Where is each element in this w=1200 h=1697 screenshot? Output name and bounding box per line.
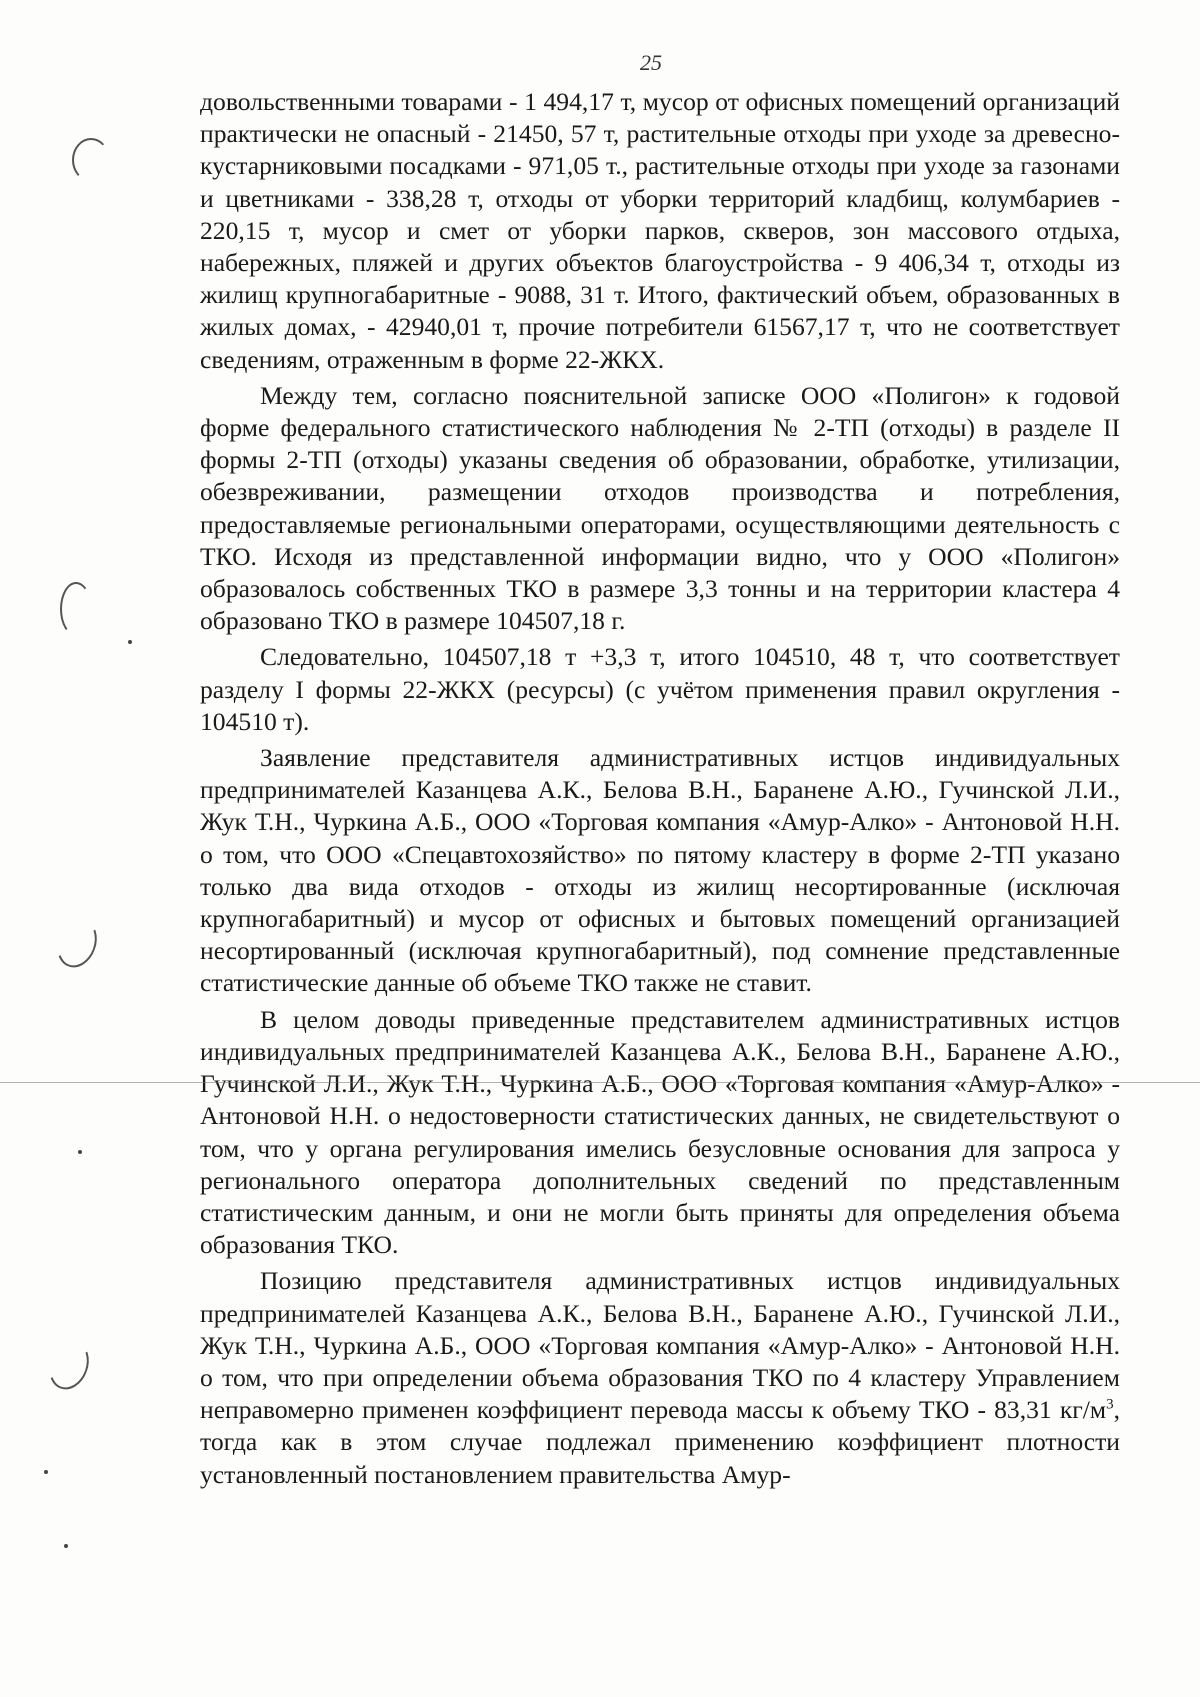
scan-mark-middle bbox=[60, 582, 92, 636]
scan-mark-lower bbox=[51, 913, 104, 973]
scan-mark-bottom bbox=[43, 1335, 96, 1395]
scan-speck bbox=[128, 640, 132, 644]
document-body bbox=[200, 86, 1120, 1491]
paragraph-6 bbox=[200, 1265, 1120, 1490]
scan-speck bbox=[44, 1470, 48, 1474]
scan-artifact-line bbox=[0, 1082, 1200, 1083]
paragraph-3: Следовательно, 104507,18 т +3,3 т, итого 104510, 48 т, что соответствует разделу I формы 22-ЖКХ (ресурсы) (с учётом применения правил округления - 104510 т). bbox=[200, 642, 1120, 736]
scan-speck bbox=[78, 1150, 82, 1154]
paragraph-2: Между тем, согласно пояснительной записке ООО «Полигон» к годовой форме федерального статистического наблюдения № 2-ТП (отходы) в разделе II формы 2-ТП (отходы) указаны сведения об образовании, обработке, утилизации, обезвреживании, размещении отходов производства и потребления, предоставляемые региональными операторами, осуществляющими деятельность с ТКО. Исходя из представленной информации видно, что у ООО «Полигон» образовалось собственных ТКО в размере 3,3 тонны и на территории кластера 4 образовано ТКО в размере 104507,18 г. bbox=[200, 380, 1120, 636]
scan-mark-top bbox=[72, 138, 110, 182]
paragraph-6-text-b: , тогда как в этом случае подлежал применению коэффициент плотности установленный постановлением правительства Амур- bbox=[200, 1395, 1120, 1489]
paragraph-5: В целом доводы приведенные представителем административных истцов индивидуальных предпринимателей Казанцева А.К., Белова В.Н., Баранене А.Ю., Гучинской Л.И., Жук Т.Н., Чуркина А.Б., ООО «Торговая компания «Амур-Алко» - Антоновой Н.Н. о недостоверности статистических данных, не свидетельствуют о том, что у органа регулирования имелись безусловные основания для запроса у регионального оператора дополнительных сведений по представленным статистическим данным, и они не могли быть приняты для определения объема образования ТКО. bbox=[200, 1004, 1120, 1260]
unit-superscript: 3 bbox=[1106, 1396, 1114, 1413]
paragraph-4: Заявление представителя административных истцов индивидуальных предпринимателей Казанцева А.К., Белова В.Н., Баранене А.Ю., Гучинской Л.И., Жук Т.Н., Чуркина А.Б., ООО «Торговая компания «Амур-Алко» - Антоновой Н.Н. о том, что ООО «Спецавтохозяйство» по пятому кластеру в форме 2-ТП указано только два вида отходов - отходы из жилищ несортированные (исключая крупногабаритный) и мусор от офисных и бытовых помещений организацией несортированный (исключая крупногабаритный), под сомнение представленные статистические данные об объеме ТКО также не ставит. bbox=[200, 743, 1120, 998]
paragraph-1: довольственными товарами - 1 494,17 т, мусор от офисных помещений организаций практически не опасный - 21450, 57 т, растительные отходы при уходе за древесно-кустарниковыми посадками - 971,05 т., растительные отходы при уходе за газонами и цветниками - 338,28 т, отходы от уборки территорий кладбищ, колумбариев - 220,15 т, мусор и смет от уборки парков, скверов, зон массового отдыха, набережных, пляжей и других объектов благоустройства - 9 406,34 т, отходы из жилищ крупногабаритные - 9088, 31 т. Итого, фактический объем, образованных в жилых домах, - 42940,01 т, прочие потребители 61567,17 т, что не соответствует сведениям, отраженным в форме 22-ЖКХ. bbox=[200, 87, 1120, 374]
page-number: 25 bbox=[640, 50, 662, 75]
paragraph-6-text-a: Позицию представителя административных истцов индивидуальных предпринимателей Казанцева А.К., Белова В.Н., Баранене А.Ю., Гучинской Л.И., Жук Т.Н., Чуркина А.Б., ООО «Торговая компания «Амур-Алко» - Антоновой Н.Н. о том, что при определении объема образования ТКО по 4 кластеру Управлением неправомерно применен коэффициент перевода массы к объему ТКО - 83,31 кг/м bbox=[200, 1266, 1120, 1425]
scan-speck bbox=[64, 1544, 68, 1548]
